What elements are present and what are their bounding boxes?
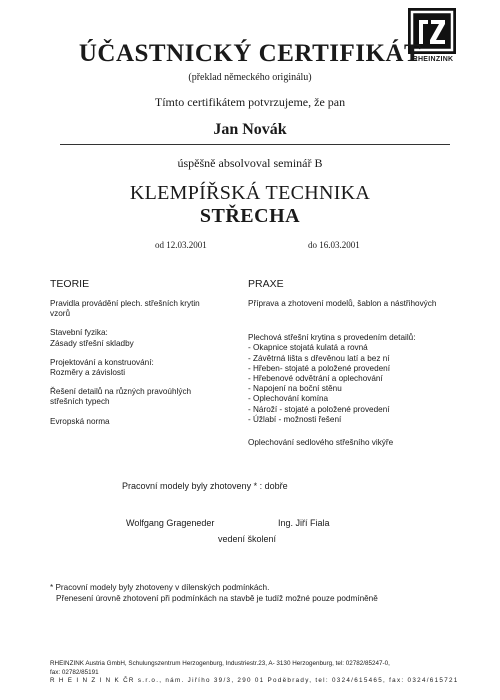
certificate-title: ÚČASTNICKÝ CERTIFIKÁT [78, 40, 422, 67]
course-title: KLEMPÍŘSKÁ TECHNIKA [129, 182, 371, 204]
theory-list [50, 299, 235, 436]
footnote-line: * Pracovní modely byly zhotoveny v dílenských podmínkách. [50, 583, 270, 592]
theory-item [50, 417, 235, 427]
passed-text: úspěšně absolvoval seminář B [177, 156, 323, 170]
theory-item-line: Evropská norma [50, 416, 110, 426]
list-item: - Hřebenové odvětrání a oplechování [248, 374, 383, 384]
practice-detail-title: Plechová střešní krytina s provedením detailů: [248, 333, 416, 343]
practice-detail-list [248, 343, 463, 425]
confirmation-text: Tímto certifikátem potvrzujeme, že pan [154, 95, 346, 109]
models-evaluation: Pracovní modely byly zhotoveny * : dobře [122, 481, 288, 491]
signatory-left: Wolfgang Grageneder [126, 518, 215, 528]
date-from: od 12.03.2001 [155, 240, 207, 250]
list-item: - Napojení na boční stěnu [248, 384, 342, 394]
practice-intro: Příprava a zhotovení modelů, šablon a nástřihových [248, 299, 437, 308]
theory-item-line: Rozměry a závislosti [50, 368, 126, 378]
theory-heading: TEORIE [50, 278, 90, 290]
list-item: - Okapnice stojatá kulatá a rovná [248, 343, 368, 353]
list-item: - Závětrná lišta s dřevěnou latí a bez ní [248, 353, 390, 363]
date-to: do 16.03.2001 [308, 240, 360, 250]
footer-line: R H E I N Z I N K ČR s.r.o., nám. Jiřího 39/3, 290 01 Poděbrady, tel: 0324/615465, fax: 0324/615721 [50, 677, 459, 684]
theory-item [50, 328, 235, 348]
theory-item-line: Projektování a konstruování: [50, 357, 154, 367]
theory-item-line: Stavební fyzika: [50, 328, 108, 338]
theory-item [50, 358, 235, 378]
footer-line: RHEINZINK Austria GmbH, Schulungszentrum Herzogenburg, Industriestr.23, A- 3130 Herzogenburg, tel: 02782/85247-0, [50, 660, 390, 667]
participant-name: Jan Novák [213, 121, 287, 138]
signatory-role: vedení školení [218, 534, 277, 544]
theory-item [50, 299, 235, 319]
footer-address [50, 660, 480, 686]
practice-extra: Oplechování sedlového střešního vikýře [248, 438, 394, 448]
practice-list [248, 299, 463, 448]
signatory-right: Ing. Jiří Fiala [278, 518, 330, 528]
theory-item-line: Řešení detailů na různých pravoúhlých [50, 387, 192, 397]
theory-item [50, 387, 235, 407]
footnote [50, 582, 470, 604]
theory-item-line: Zásady střešní skladby [50, 338, 134, 348]
theory-item-line: vzorů [50, 309, 71, 319]
theory-item-line: Pravidla provádění plech. střešních krytin [50, 299, 200, 308]
theory-item-line: střešních typech [50, 397, 110, 407]
list-item: - Hřeben- stojaté a položené provedení [248, 363, 391, 373]
list-item: - Oplechování komína [248, 394, 329, 404]
logo-text: RHEINZINK [412, 56, 454, 63]
list-item: - Úžlabí - možnosti řešení [248, 414, 342, 424]
footnote-line: Přenesení úrovně zhotovení při podmínkách na stavbě je tudíž možné pouze podmíněně [56, 594, 378, 603]
footer-line: fax: 02782/85191 [50, 668, 99, 676]
list-item: - Nároží - stojaté a položené provedení [248, 404, 390, 414]
certificate-subtitle: (překlad německého originálu) [188, 72, 312, 83]
name-underline [60, 144, 450, 145]
practice-heading: PRAXE [248, 278, 284, 290]
course-subtitle: STŘECHA [199, 205, 301, 227]
